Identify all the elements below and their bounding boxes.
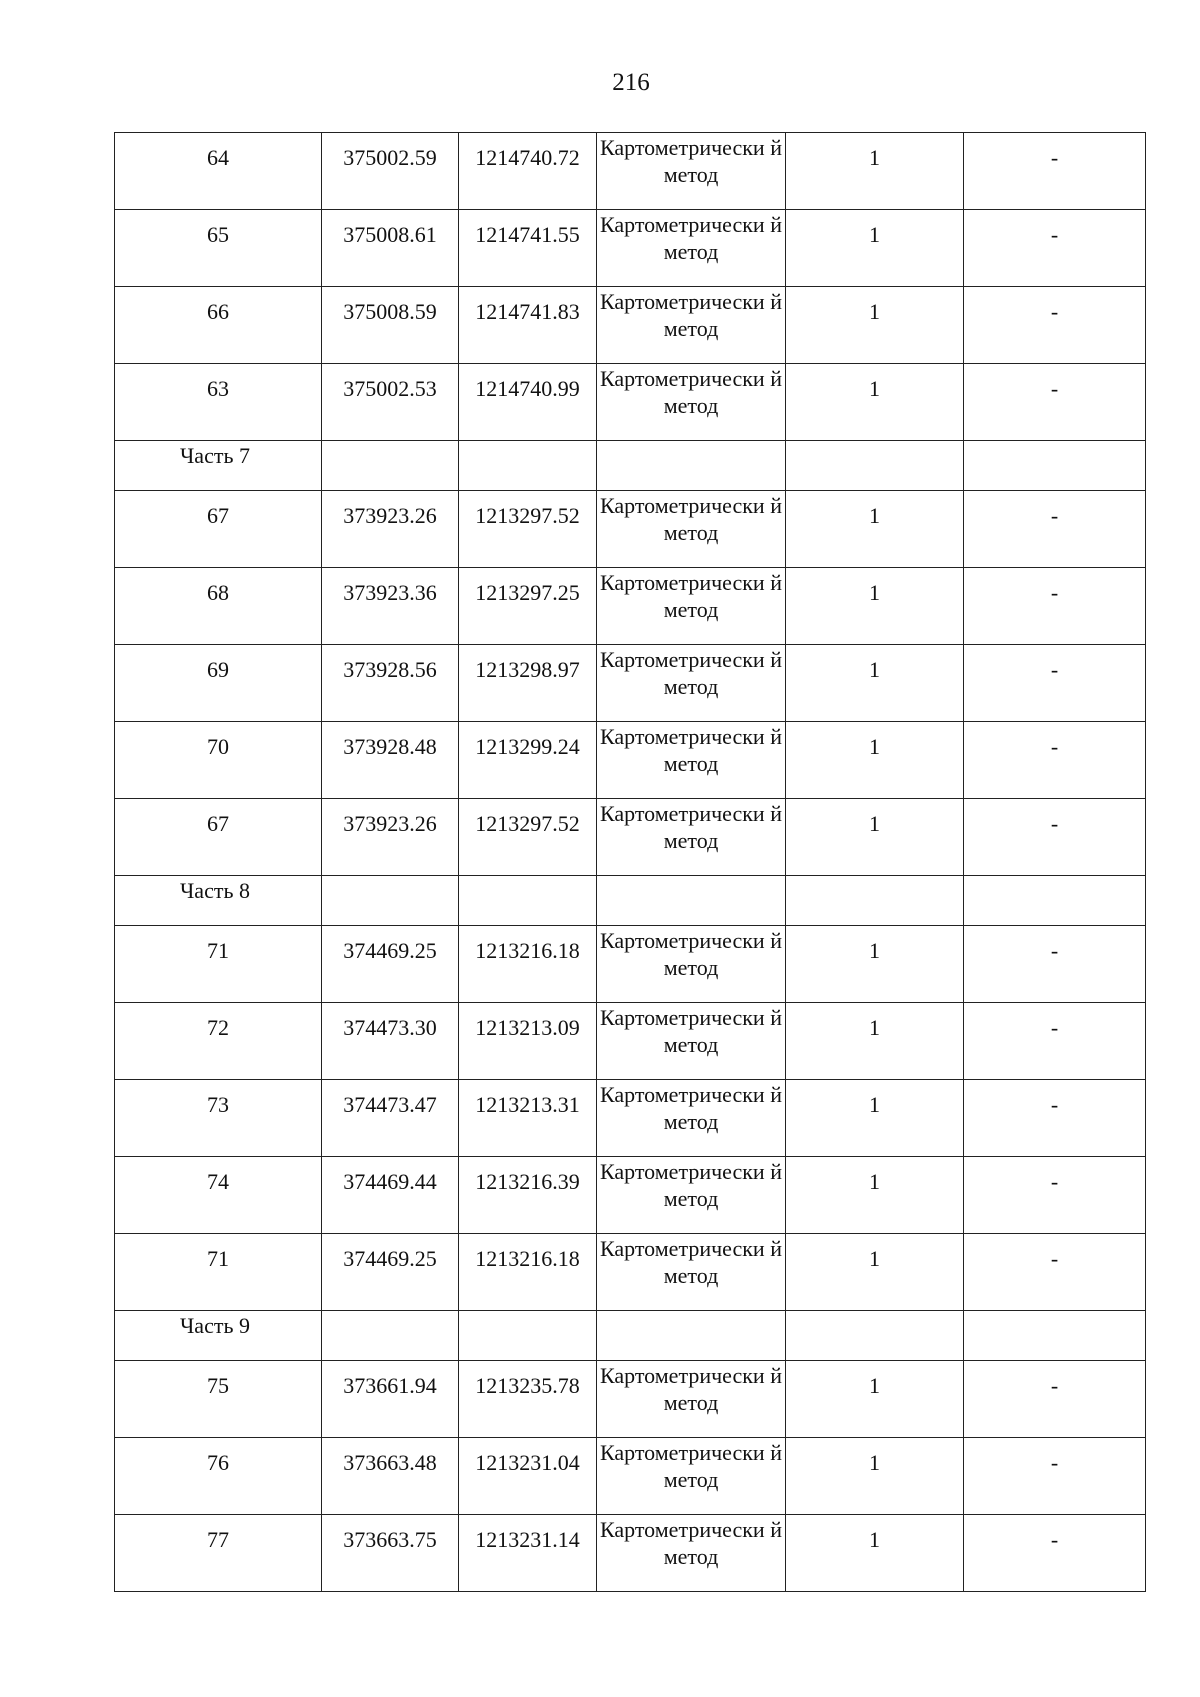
y-coordinate-cell xyxy=(459,491,597,568)
x-coordinate-cell-value: 374473.30 xyxy=(343,1015,437,1040)
x-coordinate-cell-value: 373923.36 xyxy=(343,580,437,605)
accuracy-cell-value: 1 xyxy=(869,734,880,759)
point-number-cell-value: 77 xyxy=(207,1527,229,1552)
table-row xyxy=(115,1361,1146,1438)
method-cell: Картометрически й метод xyxy=(597,1157,786,1234)
note-cell xyxy=(964,568,1146,645)
point-number-cell-value: 69 xyxy=(207,657,229,682)
y-coordinate-cell-value: 1213297.52 xyxy=(475,503,580,528)
y-coordinate-cell xyxy=(459,1003,597,1080)
accuracy-cell xyxy=(786,1515,964,1592)
x-coordinate-cell-value: 374469.25 xyxy=(343,1246,437,1271)
point-number-cell-value: 75 xyxy=(207,1373,229,1398)
accuracy-cell-value: 1 xyxy=(869,145,880,170)
y-coordinate-cell-value: 1213235.78 xyxy=(475,1373,580,1398)
note-cell xyxy=(964,1361,1146,1438)
x-coordinate-cell xyxy=(322,568,459,645)
method-cell: Картометрически й метод xyxy=(597,1234,786,1311)
accuracy-cell xyxy=(786,1003,964,1080)
method-cell: Картометрически й метод xyxy=(597,133,786,210)
empty-cell xyxy=(964,441,1146,491)
y-coordinate-cell xyxy=(459,645,597,722)
method-cell: Картометрически й метод xyxy=(597,287,786,364)
x-coordinate-cell xyxy=(322,1157,459,1234)
table-row xyxy=(115,1080,1146,1157)
x-coordinate-cell-value: 374469.44 xyxy=(343,1169,437,1194)
y-coordinate-cell-value: 1213297.25 xyxy=(475,580,580,605)
x-coordinate-cell xyxy=(322,926,459,1003)
part-header-row xyxy=(115,876,1146,926)
note-cell xyxy=(964,287,1146,364)
table-row xyxy=(115,1003,1146,1080)
note-cell-value: - xyxy=(1050,503,1059,528)
empty-cell xyxy=(597,1311,786,1361)
point-number-cell xyxy=(115,1234,322,1311)
table-row xyxy=(115,722,1146,799)
table-row xyxy=(115,1157,1146,1234)
note-cell-value: - xyxy=(1050,1169,1059,1194)
y-coordinate-cell-value: 1213299.24 xyxy=(475,734,580,759)
part-label: Часть 8 xyxy=(115,876,322,926)
x-coordinate-cell xyxy=(322,1234,459,1311)
y-coordinate-cell xyxy=(459,1157,597,1234)
accuracy-cell xyxy=(786,491,964,568)
y-coordinate-cell-value: 1213216.39 xyxy=(475,1169,580,1194)
note-cell-value: - xyxy=(1050,1015,1059,1040)
x-coordinate-cell xyxy=(322,133,459,210)
point-number-cell-value: 70 xyxy=(207,734,229,759)
accuracy-cell xyxy=(786,722,964,799)
x-coordinate-cell xyxy=(322,364,459,441)
table-row xyxy=(115,1515,1146,1592)
note-cell xyxy=(964,645,1146,722)
x-coordinate-cell xyxy=(322,645,459,722)
y-coordinate-cell-value: 1213216.18 xyxy=(475,1246,580,1271)
y-coordinate-cell xyxy=(459,1080,597,1157)
note-cell-value: - xyxy=(1050,1246,1059,1271)
accuracy-cell xyxy=(786,645,964,722)
y-coordinate-cell xyxy=(459,799,597,876)
part-label: Часть 7 xyxy=(115,441,322,491)
y-coordinate-cell-value: 1213231.14 xyxy=(475,1527,580,1552)
table-row xyxy=(115,1438,1146,1515)
x-coordinate-cell-value: 373923.26 xyxy=(343,811,437,836)
y-coordinate-cell xyxy=(459,568,597,645)
y-coordinate-cell xyxy=(459,1438,597,1515)
x-coordinate-cell xyxy=(322,799,459,876)
empty-cell xyxy=(786,876,964,926)
table-row xyxy=(115,133,1146,210)
point-number-cell-value: 68 xyxy=(207,580,229,605)
note-cell-value: - xyxy=(1050,1373,1059,1398)
accuracy-cell xyxy=(786,1157,964,1234)
y-coordinate-cell-value: 1213216.18 xyxy=(475,938,580,963)
accuracy-cell-value: 1 xyxy=(869,1527,880,1552)
method-cell: Картометрически й метод xyxy=(597,1438,786,1515)
point-number-cell-value: 72 xyxy=(207,1015,229,1040)
y-coordinate-cell xyxy=(459,133,597,210)
method-cell: Картометрически й метод xyxy=(597,1003,786,1080)
x-coordinate-cell-value: 375008.61 xyxy=(343,222,437,247)
table-row xyxy=(115,568,1146,645)
note-cell xyxy=(964,210,1146,287)
x-coordinate-cell xyxy=(322,1080,459,1157)
note-cell-value: - xyxy=(1050,657,1059,682)
x-coordinate-cell xyxy=(322,722,459,799)
y-coordinate-cell xyxy=(459,364,597,441)
x-coordinate-cell-value: 375002.59 xyxy=(343,145,437,170)
y-coordinate-cell xyxy=(459,287,597,364)
empty-cell xyxy=(786,1311,964,1361)
empty-cell xyxy=(597,876,786,926)
x-coordinate-cell-value: 373663.48 xyxy=(343,1450,437,1475)
method-cell: Картометрически й метод xyxy=(597,722,786,799)
note-cell-value: - xyxy=(1050,1527,1059,1552)
x-coordinate-cell xyxy=(322,210,459,287)
empty-cell xyxy=(322,441,459,491)
accuracy-cell xyxy=(786,364,964,441)
note-cell-value: - xyxy=(1050,734,1059,759)
method-cell: Картометрически й метод xyxy=(597,1080,786,1157)
table-row xyxy=(115,364,1146,441)
y-coordinate-cell xyxy=(459,926,597,1003)
table-row xyxy=(115,287,1146,364)
y-coordinate-cell xyxy=(459,1515,597,1592)
accuracy-cell-value: 1 xyxy=(869,580,880,605)
method-cell: Картометрически й метод xyxy=(597,364,786,441)
accuracy-cell xyxy=(786,1361,964,1438)
method-cell: Картометрически й метод xyxy=(597,568,786,645)
empty-cell xyxy=(322,876,459,926)
point-number-cell xyxy=(115,1080,322,1157)
point-number-cell-value: 71 xyxy=(207,938,229,963)
x-coordinate-cell-value: 374473.47 xyxy=(343,1092,437,1117)
accuracy-cell xyxy=(786,568,964,645)
empty-cell xyxy=(964,1311,1146,1361)
table-row xyxy=(115,799,1146,876)
table-row xyxy=(115,926,1146,1003)
accuracy-cell-value: 1 xyxy=(869,1246,880,1271)
note-cell xyxy=(964,491,1146,568)
note-cell xyxy=(964,1515,1146,1592)
table-row xyxy=(115,210,1146,287)
y-coordinate-cell-value: 1214741.83 xyxy=(475,299,580,324)
accuracy-cell-value: 1 xyxy=(869,938,880,963)
accuracy-cell-value: 1 xyxy=(869,657,880,682)
point-number-cell xyxy=(115,1361,322,1438)
note-cell xyxy=(964,1157,1146,1234)
accuracy-cell xyxy=(786,799,964,876)
method-cell: Картометрически й метод xyxy=(597,210,786,287)
table-row xyxy=(115,1234,1146,1311)
point-number-cell xyxy=(115,491,322,568)
accuracy-cell xyxy=(786,926,964,1003)
accuracy-cell xyxy=(786,1234,964,1311)
note-cell-value: - xyxy=(1050,811,1059,836)
x-coordinate-cell-value: 373928.48 xyxy=(343,734,437,759)
point-number-cell xyxy=(115,645,322,722)
coordinates-table-body xyxy=(115,133,1146,1592)
accuracy-cell xyxy=(786,287,964,364)
method-cell: Картометрически й метод xyxy=(597,799,786,876)
point-number-cell xyxy=(115,799,322,876)
x-coordinate-cell xyxy=(322,491,459,568)
note-cell xyxy=(964,722,1146,799)
accuracy-cell-value: 1 xyxy=(869,1092,880,1117)
empty-cell xyxy=(964,876,1146,926)
point-number-cell xyxy=(115,287,322,364)
empty-cell xyxy=(322,1311,459,1361)
accuracy-cell-value: 1 xyxy=(869,376,880,401)
point-number-cell-value: 67 xyxy=(207,503,229,528)
note-cell xyxy=(964,1003,1146,1080)
x-coordinate-cell-value: 373661.94 xyxy=(343,1373,437,1398)
x-coordinate-cell xyxy=(322,1361,459,1438)
y-coordinate-cell xyxy=(459,722,597,799)
point-number-cell xyxy=(115,568,322,645)
accuracy-cell-value: 1 xyxy=(869,503,880,528)
note-cell-value: - xyxy=(1050,376,1059,401)
accuracy-cell xyxy=(786,1438,964,1515)
part-header-row xyxy=(115,1311,1146,1361)
part-header-row xyxy=(115,441,1146,491)
accuracy-cell-value: 1 xyxy=(869,222,880,247)
accuracy-cell-value: 1 xyxy=(869,811,880,836)
accuracy-cell xyxy=(786,210,964,287)
accuracy-cell-value: 1 xyxy=(869,299,880,324)
point-number-cell-value: 71 xyxy=(207,1246,229,1271)
point-number-cell-value: 76 xyxy=(207,1450,229,1475)
note-cell-value: - xyxy=(1050,222,1059,247)
method-cell: Картометрически й метод xyxy=(597,1515,786,1592)
note-cell-value: - xyxy=(1050,145,1059,170)
point-number-cell-value: 73 xyxy=(207,1092,229,1117)
point-number-cell xyxy=(115,1003,322,1080)
accuracy-cell xyxy=(786,1080,964,1157)
point-number-cell-value: 66 xyxy=(207,299,229,324)
x-coordinate-cell xyxy=(322,1003,459,1080)
y-coordinate-cell xyxy=(459,1361,597,1438)
note-cell xyxy=(964,364,1146,441)
table-row xyxy=(115,491,1146,568)
note-cell-value: - xyxy=(1050,938,1059,963)
note-cell-value: - xyxy=(1050,299,1059,324)
y-coordinate-cell xyxy=(459,210,597,287)
note-cell-value: - xyxy=(1050,1092,1059,1117)
empty-cell xyxy=(459,1311,597,1361)
point-number-cell-value: 63 xyxy=(207,376,229,401)
y-coordinate-cell-value: 1213213.09 xyxy=(475,1015,580,1040)
point-number-cell xyxy=(115,364,322,441)
point-number-cell-value: 67 xyxy=(207,811,229,836)
y-coordinate-cell-value: 1213298.97 xyxy=(475,657,580,682)
part-label: Часть 9 xyxy=(115,1311,322,1361)
accuracy-cell xyxy=(786,133,964,210)
x-coordinate-cell-value: 375002.53 xyxy=(343,376,437,401)
x-coordinate-cell-value: 374469.25 xyxy=(343,938,437,963)
point-number-cell xyxy=(115,1438,322,1515)
method-cell: Картометрически й метод xyxy=(597,491,786,568)
x-coordinate-cell xyxy=(322,287,459,364)
empty-cell xyxy=(786,441,964,491)
method-cell: Картометрически й метод xyxy=(597,926,786,1003)
y-coordinate-cell-value: 1213231.04 xyxy=(475,1450,580,1475)
page-number: 216 xyxy=(612,69,650,96)
accuracy-cell-value: 1 xyxy=(869,1450,880,1475)
y-coordinate-cell-value: 1213297.52 xyxy=(475,811,580,836)
note-cell xyxy=(964,133,1146,210)
point-number-cell-value: 74 xyxy=(207,1169,229,1194)
x-coordinate-cell xyxy=(322,1438,459,1515)
note-cell-value: - xyxy=(1050,580,1059,605)
note-cell xyxy=(964,1438,1146,1515)
point-number-cell xyxy=(115,1515,322,1592)
method-cell: Картометрически й метод xyxy=(597,645,786,722)
note-cell xyxy=(964,1080,1146,1157)
table-row xyxy=(115,645,1146,722)
method-cell: Картометрически й метод xyxy=(597,1361,786,1438)
y-coordinate-cell-value: 1214740.99 xyxy=(475,376,580,401)
accuracy-cell-value: 1 xyxy=(869,1169,880,1194)
accuracy-cell-value: 1 xyxy=(869,1015,880,1040)
note-cell xyxy=(964,926,1146,1003)
accuracy-cell-value: 1 xyxy=(869,1373,880,1398)
x-coordinate-cell-value: 373923.26 xyxy=(343,503,437,528)
empty-cell xyxy=(459,876,597,926)
point-number-cell xyxy=(115,210,322,287)
x-coordinate-cell-value: 373663.75 xyxy=(343,1527,437,1552)
y-coordinate-cell-value: 1214741.55 xyxy=(475,222,580,247)
x-coordinate-cell-value: 373928.56 xyxy=(343,657,437,682)
x-coordinate-cell-value: 375008.59 xyxy=(343,299,437,324)
y-coordinate-cell-value: 1213213.31 xyxy=(475,1092,580,1117)
point-number-cell xyxy=(115,926,322,1003)
point-number-cell xyxy=(115,722,322,799)
point-number-cell-value: 65 xyxy=(207,222,229,247)
empty-cell xyxy=(459,441,597,491)
point-number-cell-value: 64 xyxy=(207,145,229,170)
note-cell xyxy=(964,799,1146,876)
x-coordinate-cell xyxy=(322,1515,459,1592)
point-number-cell xyxy=(115,1157,322,1234)
coordinates-table xyxy=(114,132,1146,1592)
y-coordinate-cell xyxy=(459,1234,597,1311)
note-cell-value: - xyxy=(1050,1450,1059,1475)
empty-cell xyxy=(597,441,786,491)
point-number-cell xyxy=(115,133,322,210)
note-cell xyxy=(964,1234,1146,1311)
y-coordinate-cell-value: 1214740.72 xyxy=(475,145,580,170)
